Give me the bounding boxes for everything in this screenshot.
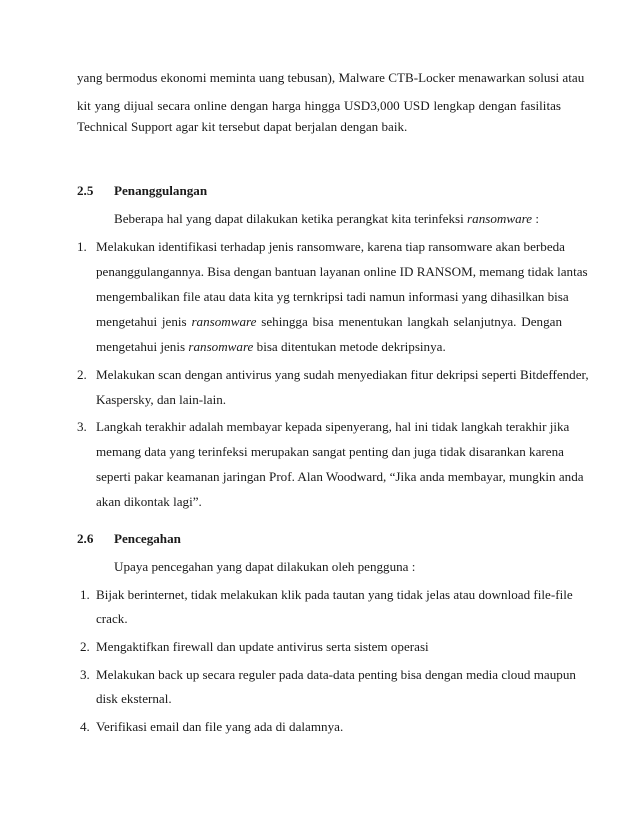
list-item-line: mengembalikan file atau data kita yg ternkripsi tadi namun informasi yang dihasilkan bisa xyxy=(96,289,569,304)
section-number-2-6: 2.6 xyxy=(77,531,94,546)
list-number: 3. xyxy=(80,667,90,682)
list-number: 2. xyxy=(80,639,90,654)
list-item-line: Melakukan identifikasi terhadap jenis ransomware, karena tiap ransomware akan berbeda xyxy=(96,239,565,254)
intro-line-2: kit yang dijual secara online dengan harga hingga USD3,000 USD lengkap dengan fasilitas xyxy=(77,98,561,113)
section-2-6-lead: Upaya pencegahan yang dapat dilakukan oleh pengguna : xyxy=(114,559,416,574)
section-title-pencegahan: Pencegahan xyxy=(114,531,181,546)
list-item-line: mengetahui jenis ransomware bisa ditentukan metode dekripsinya. xyxy=(96,339,446,354)
intro-line-3: Technical Support agar kit tersebut dapat berjalan dengan baik. xyxy=(77,119,408,134)
list-item-line: disk eksternal. xyxy=(96,691,172,706)
list-item-line: penanggulangannya. Bisa dengan bantuan layanan online ID RANSOM, memang tidak lantas xyxy=(96,264,588,279)
list-item-line: memang data yang terinfeksi merupakan sangat penting dan juga tidak disarankan karena xyxy=(96,444,564,459)
list-item-line: mengetahui jenis ransomware sehingga bisa menentukan langkah selanjutnya. Dengan xyxy=(96,314,562,329)
list-number: 1. xyxy=(77,239,87,254)
list-item-line: Melakukan scan dengan antivirus yang sudah menyediakan fitur dekripsi seperti Bitdeffender, xyxy=(96,367,589,382)
section-title-penanggulangan: Penanggulangan xyxy=(114,183,208,198)
list-item-line: Mengaktifkan firewall dan update antivirus serta sistem operasi xyxy=(96,639,429,654)
intro-line-1: yang bermodus ekonomi meminta uang tebusan), Malware CTB-Locker menawarkan solusi atau xyxy=(77,70,585,85)
section-number-2-5: 2.5 xyxy=(77,183,94,198)
list-number: 1. xyxy=(80,587,90,602)
list-item-line: Kaspersky, dan lain-lain. xyxy=(96,392,227,407)
list-item-line: Melakukan back up secara reguler pada data-data penting bisa dengan media cloud maupun xyxy=(96,667,576,682)
section-2-5-lead: Beberapa hal yang dapat dilakukan ketika perangkat kita terinfeksi ransomware : xyxy=(114,211,539,226)
list-item-line: akan dikontak lagi”. xyxy=(96,494,202,509)
list-item-line: crack. xyxy=(96,611,128,626)
list-number: 4. xyxy=(80,719,90,734)
list-item-line: Langkah terakhir adalah membayar kepada sipenyerang, hal ini tidak langkah terakhir jika xyxy=(96,419,570,434)
list-item-line: seperti pakar keamanan jaringan Prof. Alan Woodward, “Jika anda membayar, mungkin anda xyxy=(96,469,584,484)
list-item-line: Verifikasi email dan file yang ada di dalamnya. xyxy=(96,719,344,734)
list-item-line: Bijak berinternet, tidak melakukan klik pada tautan yang tidak jelas atau download file-file xyxy=(96,587,573,602)
list-number: 3. xyxy=(77,419,87,434)
list-number: 2. xyxy=(77,367,87,382)
